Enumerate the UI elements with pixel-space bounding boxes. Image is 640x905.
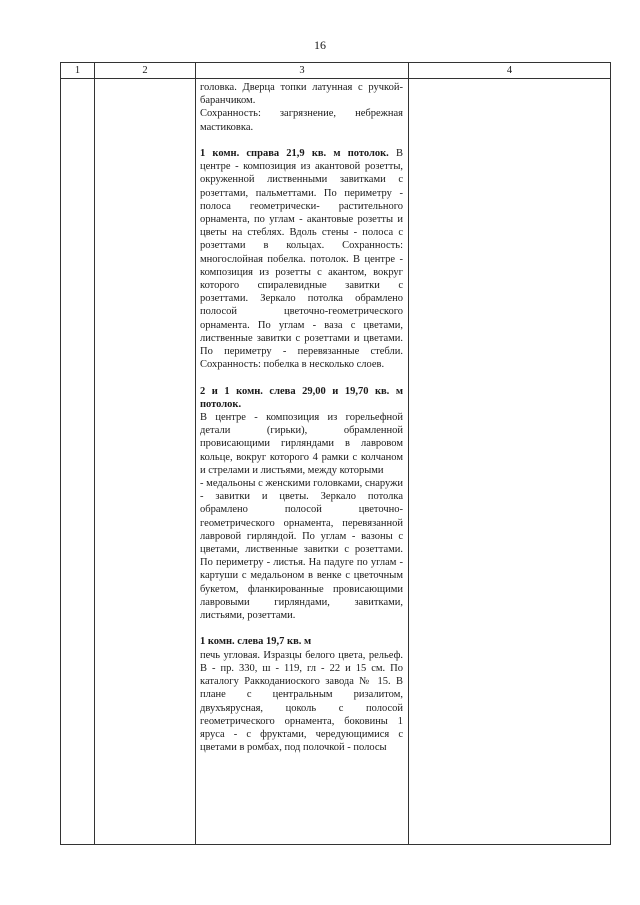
section-title: 2 и 1 комн. слева 29,00 и 19,70 кв. м потолок. <box>200 385 403 410</box>
table-row <box>61 79 611 845</box>
paragraph-text: В центре - композиция из горельефной детали (гирьки), обрамленной провисающими гирляндами в лавровом кольце, вокруг которого 4 рамки с колчаном и стрелами и листьями, между которыми <box>200 412 403 476</box>
description-paragraph <box>200 81 403 107</box>
column-header-1: 1 <box>61 63 95 79</box>
section-title: 1 комн. слева 19,7 кв. м <box>200 636 312 648</box>
paragraph-text: печь угловая. Изразцы белого цвета, рельеф. В - пр. 330, ш - 119, гл - 22 и 15 см. По каталогу Раккоданиоского завода № 15. В плане с центральным ризалитом, двухъярусная, цоколь с полосой геометрического орнамента, боковины 1 яруса - с фруктами, чередующимися с цветами в ромбах, под полочкой - полосы <box>200 649 403 754</box>
cell-col-3 <box>196 79 409 845</box>
description-paragraph <box>200 649 403 755</box>
cell-col-1 <box>61 79 95 845</box>
paragraph-gap <box>200 622 403 635</box>
description-paragraph <box>200 147 403 371</box>
paragraph-text: - медальоны с женскими головками, снаружи - завитки и цветы. Зеркало потолка обрамлено полосой цветочно-геометрического орнамента, перевязанной лавровой гирляндой. По углам - вазоны с цветами, лиственные завитки с розеттами. По периметру - листья. На падуге по углам - картуши с медальоном в венке с цветочным букетом, фланкированные провисающими лавровыми гирляндами, завитками, листьями, розеттами. <box>200 478 403 622</box>
description-paragraph <box>200 635 403 648</box>
description-text <box>196 79 408 841</box>
description-paragraph <box>200 411 403 477</box>
description-paragraph <box>200 107 403 133</box>
column-header-4: 4 <box>409 63 611 79</box>
table-header-row <box>61 63 611 79</box>
column-header-3: 3 <box>196 63 409 79</box>
description-paragraph <box>200 385 403 411</box>
cell-col-2 <box>95 79 196 845</box>
paragraph-text: головка. Дверца топки латунная с ручкой-баранчиком. <box>200 82 403 107</box>
register-table <box>60 62 611 845</box>
paragraph-text: Сохранность: загрязнение, небрежная мастиковка. <box>200 108 403 133</box>
paragraph-text: В центре - композиция из акантовой розетты, окруженной лиственными завитками с розеттами, пальметтами. По периметру - полоса геометрически- растительного орнамента, по углам - акантовые розетты и цветы на стеблях. Вдоль стены - полоса с розеттами в кольцах. Сохранность: многослойная побелка. потолок. В центре - композиция из розетты с акантом, вокруг которого спиралевидные завитки с розеттами. Зеркало потолка обрамлено полосой цветочно-геометрического орнамента. По углам - ваза с цветами, лиственные завитки с розеттами и цветами. По периметру - перевязанные стебли. Сохранность: побелка в несколько слоев. <box>200 148 403 371</box>
paragraph-gap <box>200 371 403 384</box>
section-title: 1 комн. справа 21,9 кв. м потолок. <box>200 148 389 159</box>
cell-col-4 <box>409 79 611 845</box>
paragraph-gap <box>200 134 403 147</box>
description-paragraph <box>200 477 403 622</box>
column-header-2: 2 <box>95 63 196 79</box>
page-number: 16 <box>314 38 326 52</box>
